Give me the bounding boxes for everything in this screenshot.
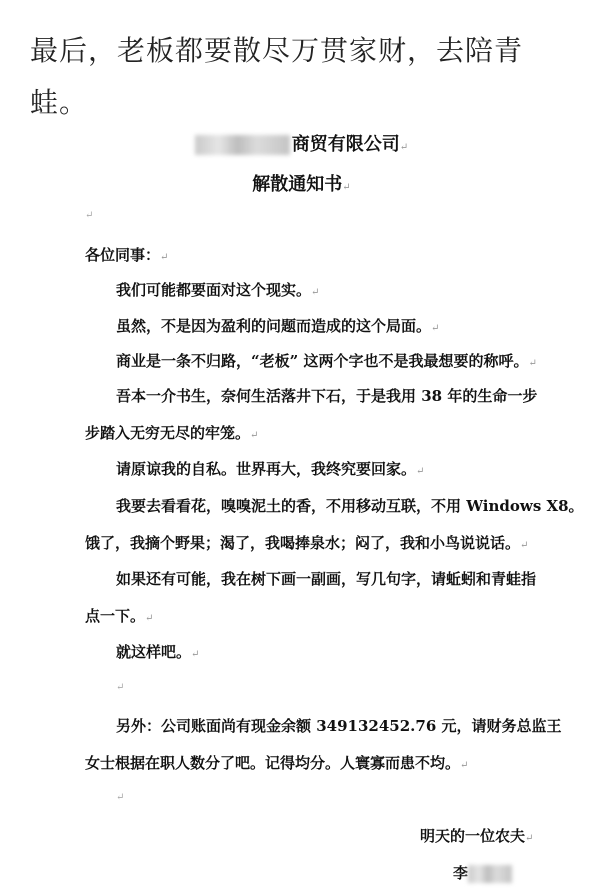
paragraph-line: 就这样吧。↵ — [116, 643, 200, 661]
paragraph-line: 饿了，我摘个野果；渴了，我喝捧泉水；闷了，我和小鸟说说话。↵ — [85, 534, 529, 552]
paragraph-line: 商业是一条不归路，“老板” 这两个字也不是我最想要的称呼。↵ — [116, 352, 537, 370]
paragraph-mark: ↵ — [342, 182, 351, 193]
paragraph-line: 女士根据在职人数分了吧。记得均分。人寰寡而患不均。↵ — [85, 754, 469, 772]
redacted-company-prefix — [195, 135, 290, 155]
intro-line-1: 最后，老板都要散尽万贯家财，去陪青 — [30, 34, 524, 67]
company-suffix: 商贸有限公司 — [291, 134, 400, 155]
intro-line-2: 蛙。 — [30, 86, 89, 119]
paragraph-line: 步踏入无穷无尽的牢笼。↵ — [85, 424, 259, 442]
empty-paragraph: ↵ — [116, 792, 125, 803]
intro-text — [30, 25, 603, 129]
paragraph-line: 我们可能都要面对这个现实。↵ — [116, 281, 320, 299]
greeting: 各位同事：↵ — [85, 246, 169, 264]
paragraph-line: 吾本一介书生，奈何生活落井下石，于是我用 38 年的生命一步 — [116, 387, 538, 405]
paragraph-line: 点一下。↵ — [85, 607, 154, 625]
paragraph-line: 请原谅我的自私。世界再大，我终究要回家。↵ — [116, 460, 425, 478]
paragraph-line: 虽然，不是因为盈利的问题而造成的这个局面。↵ — [116, 317, 440, 335]
document-title — [0, 170, 603, 196]
signer-name — [453, 862, 514, 883]
document-title-text: 解散通知书 — [252, 174, 343, 195]
signature: 明天的一位农夫↵ — [420, 827, 534, 845]
signer-surname: 李 — [453, 864, 469, 882]
paragraph-line: 我要去看看花，嗅嗅泥土的香，不用移动互联，不用 Windows X8。 — [116, 497, 584, 515]
paragraph-mark: ↵ — [399, 142, 409, 153]
redacted-given-name — [468, 865, 512, 883]
paragraph-line: 另外：公司账面尚有现金余额 349132452.76 元，请财务总监王 — [116, 717, 562, 735]
notice-document-image — [0, 122, 603, 890]
empty-paragraph: ↵ — [85, 210, 94, 221]
company-name — [0, 130, 603, 156]
paragraph-line: 如果还有可能，我在树下画一副画，写几句字，请蚯蚓和青蛙指 — [116, 570, 537, 588]
empty-paragraph: ↵ — [116, 682, 125, 693]
paragraph-mark: ↵ — [160, 252, 169, 263]
